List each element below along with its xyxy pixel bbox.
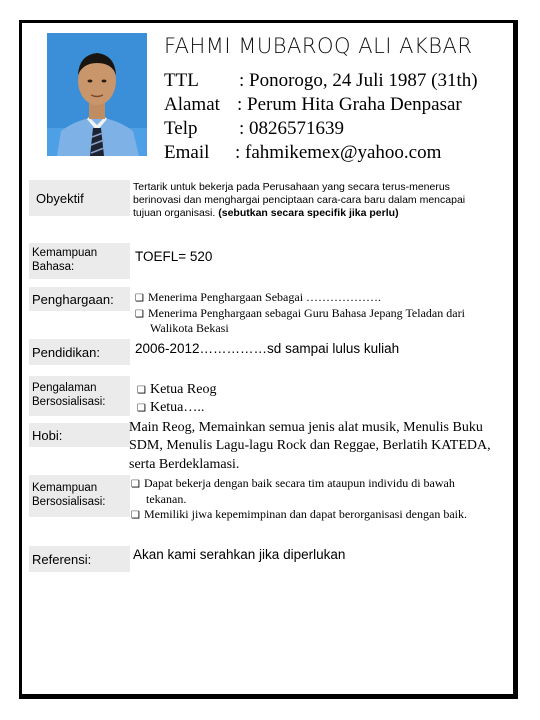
experience-list [137,381,216,418]
list-item: ❑ Ketua Reog [137,382,217,397]
list-item: ❑ Dapat bekerja dengan baik secara tim ataupun individu di bawah tekanan. [131,476,455,506]
section-label-penghargaan [29,287,130,311]
full-name: FAHMI MUBAROQ ALI AKBAR [164,34,473,58]
section-label-pengalaman [29,376,130,416]
section-label-text: Pengalaman Bersosialisasi: [32,382,106,408]
list-item: ❑ Menerima Penghargaan sebagai Guru Bahasa Jepang Teladan dari Walikota Bekasi [135,305,465,336]
info-label-email: Email [164,142,210,163]
checkbox-bullet-icon: ❑ [137,385,146,396]
checkbox-bullet-icon: ❑ [137,403,146,415]
section-label-text: Hobi: [32,427,63,443]
section-label-sosialisasi [29,475,130,517]
objective-text [133,181,478,220]
section-label-text: Penghargaan: [32,291,114,307]
language-skill-value: TOEFL= 520 [135,249,213,264]
section-label-text: Referensi: [32,551,92,567]
section-label-text: Pendidikan: [32,344,100,360]
objective-body: Tertarik untuk bekerja pada Perusahaan yang secara terus-menerus berinovasi dan menghargai penciptaan cara-cara baru dalam mencapai tujuan organisasi. [133,181,466,220]
hobby-text: Main Reog, Memainkan semua jenis alat musik, Menulis Buku SDM, Menulis Lagu-lagu Rock dan Reggae, Berlatih KATEDA, serta Berdeklamasi. [129,420,491,472]
checkbox-bullet-icon: ❑ [135,308,144,320]
section-label-text: Kemampuan Bersosialisasi: [32,482,106,508]
info-label-telp: Telp [164,118,198,139]
list-item: ❑ Menerima Penghargaan Sebagai ………………. [135,290,382,304]
info-label-ttl: TTL [164,70,199,91]
objective-note: (sebutkan secara specifik jika perlu) [218,207,399,220]
social-skills-list [131,476,481,523]
section-label-pendidikan [29,339,130,365]
info-label-alamat: Alamat [164,94,220,115]
section-label-referensi [29,546,130,572]
checkbox-bullet-icon: ❑ [131,510,140,522]
section-label-text: Kemampuan Bahasa: [32,247,98,273]
info-value-alamat: : Perum Hita Graha Denpasar [237,94,462,115]
checkbox-bullet-icon: ❑ [131,479,140,490]
checkbox-bullet-icon: ❑ [135,293,144,304]
education-value: 2006-2012……………sd sampai lulus kuliah [135,341,400,356]
reference-value: Akan kami serahkan jika diperlukan [133,547,346,562]
section-label-bahasa [29,243,130,279]
section-label-obyektif [29,180,130,216]
section-label-hobi [29,423,130,447]
profile-photo [47,33,147,156]
section-label-text: Obyektif [36,190,84,206]
awards-list [135,290,480,337]
info-value-ttl: : Ponorogo, 24 Juli 1987 (31th) [239,70,478,91]
info-value-email: : fahmikemex@yahoo.com [235,142,442,163]
info-value-telp: : 0826571639 [239,118,345,139]
list-item: ❑ Ketua….. [137,400,205,416]
list-item: ❑ Memiliki jiwa kepemimpinan dan dapat berorganisasi dengan baik. [131,507,467,522]
